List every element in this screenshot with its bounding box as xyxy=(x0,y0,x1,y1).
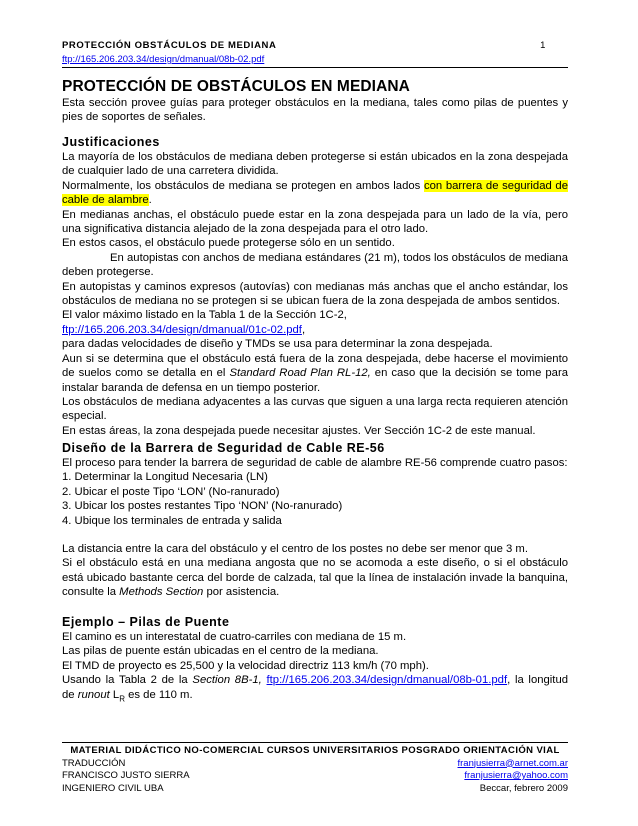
italic-reference: Standard Road Plan RL-12, xyxy=(229,367,371,380)
justificaciones-heading: Justificaciones xyxy=(62,135,160,149)
list-item: 4. Ubique los terminales de entrada y salida xyxy=(62,514,282,527)
highlighted-text: con barrera de seguridad de cable de alambre xyxy=(62,179,568,207)
paragraph: Las pilas de puente están ubicadas en el centro de la mediana. xyxy=(62,645,379,658)
source-link[interactable]: ftp://165.206.203.34/design/dmanual/08b-02.pdf xyxy=(62,54,265,65)
italic-reference: Methods Section xyxy=(119,586,204,599)
paragraph: Normalmente, los obstáculos de mediana se protegen en ambos lados con barrera de seguridad de cable de alambre. xyxy=(62,179,568,207)
indented-paragraph: En autopistas con anchos de mediana estándares (21 m), todos los obstáculos de mediana deben protegerse. xyxy=(62,251,568,279)
footer-left: FRANCISCO JUSTO SIERRA xyxy=(62,770,190,781)
footer-banner: MATERIAL DIDÁCTICO NO-COMERCIAL CURSOS UNIVERSITARIOS POSGRADO ORIENTACIÓN VIAL xyxy=(70,745,560,756)
paragraph: En medianas anchas, el obstáculo puede estar en la zona despejada para un lado de la vía, pero una significativa distancia alejado de la zona despejada para el otro lado. xyxy=(62,208,568,236)
running-title: PROTECCIÓN OBSTÁCULOS DE MEDIANA xyxy=(62,40,277,51)
paragraph: En estos casos, el obstáculo puede protegerse sólo en un sentido. xyxy=(62,237,395,250)
paragraph: La distancia entre la cara del obstáculo y el centro de los postes no debe ser menor que 3 m. xyxy=(62,543,528,556)
footer-rule xyxy=(62,742,568,743)
footer-email-link[interactable]: franjusierra@yahoo.com xyxy=(464,770,568,781)
footer-left: TRADUCCIÓN xyxy=(62,757,126,769)
paragraph: El proceso para tender la barrera de seguridad de cable de alambre RE-56 comprende cuatro pasos: xyxy=(62,457,568,469)
intro-paragraph: Esta sección provee guías para proteger obstáculos en la mediana, tales como pilas de puentes y pies de soportes de señales. xyxy=(62,97,568,124)
paragraph: Aun si se determina que el obstáculo está fuera de la zona despejada, debe hacerse el movimiento de suelos como se detalla en el Standard Road Plan RL-12, en caso que la decisión se tome para instalar baranda de defensa en un tiempo posterior. xyxy=(62,352,568,394)
paragraph: Usando la Tabla 2 de la Section 8B-1, ftp://165.206.203.34/design/dmanual/08b-01.pdf, la longitud de runout $L_R$ es de 110 m. xyxy=(62,674,569,703)
footer-email-link[interactable]: franjusierra@arnet.com.ar xyxy=(457,757,568,769)
paragraph: En autopistas y caminos expresos (autovías) con medianas más anchas que el ancho estándar, los obstáculos de mediana no se protegen si se ubican fuera de la zona despejada de ambos sentidos. xyxy=(62,280,568,308)
justificaciones-section xyxy=(62,134,568,438)
list-item: 1. Determinar la Longitud Necesaria (LN) xyxy=(62,471,268,484)
page-number: 1 xyxy=(540,40,546,51)
section-link[interactable]: ftp://165.206.203.34/design/dmanual/08b-01.pdf xyxy=(266,674,508,687)
ejemplo-section xyxy=(62,614,568,706)
diseno-section xyxy=(62,440,568,600)
paragraph: El TMD de proyecto es 25,500 y la velocidad directriz 113 km/h (70 mph). xyxy=(62,659,429,672)
paragraph: La mayoría de los obstáculos de mediana deben protegerse si están ubicados en la zona despejada de cualquier lado de una carretera dividida. xyxy=(62,151,568,178)
paragraph: En estas áreas, la zona despejada puede necesitar ajustes. Ver Sección 1C-2 de este manual. xyxy=(62,424,536,437)
paragraph: Si el obstáculo está en una mediana angosta que no se acomoda a este diseño, o si el obstáculo está ubicado bastante cerca del borde de calzada, tal que la línea de instalación invade la banquina, consulte la Methods Section por asistencia. xyxy=(62,557,568,599)
running-header xyxy=(62,40,568,51)
page-title: PROTECCIÓN DE OBSTÁCULOS EN MEDIANA xyxy=(62,78,410,95)
section-link[interactable]: ftp://165.206.203.34/design/dmanual/01c-02.pdf xyxy=(62,323,302,336)
spacer xyxy=(62,528,568,542)
header-rule xyxy=(62,67,568,68)
footer-date: Beccar, febrero 2009 xyxy=(479,782,568,794)
intro-section xyxy=(62,96,568,125)
steps-list xyxy=(62,470,568,528)
paragraph: El camino es un interestatal de cuatro-carriles con mediana de 15 m. xyxy=(62,631,407,643)
paragraph: ftp://165.206.203.34/design/dmanual/01c-02.pdf, xyxy=(62,323,306,336)
list-item: 3. Ubicar los postes restantes Tipo ‘NON’ (No-ranurado) xyxy=(62,500,343,513)
page-footer xyxy=(62,745,568,795)
paragraph: El valor máximo listado en la Tabla 1 de la Sección 1C-2, xyxy=(62,309,347,322)
paragraph: Los obstáculos de mediana adyacentes a las curvas que siguen a una larga recta requieren atención especial. xyxy=(62,395,568,423)
footer-left: INGENIERO CIVIL UBA xyxy=(62,782,164,794)
paragraph: para dadas velocidades de diseño y TMDs se usa para determinar la zona despejada. xyxy=(62,338,493,351)
ejemplo-heading: Ejemplo – Pilas de Puente xyxy=(62,615,230,629)
list-item: 2. Ubicar el poste Tipo ‘LON’ (No-ranurado) xyxy=(62,485,280,498)
diseno-heading: Diseño de la Barrera de Seguridad de Cable RE-56 xyxy=(62,441,385,455)
